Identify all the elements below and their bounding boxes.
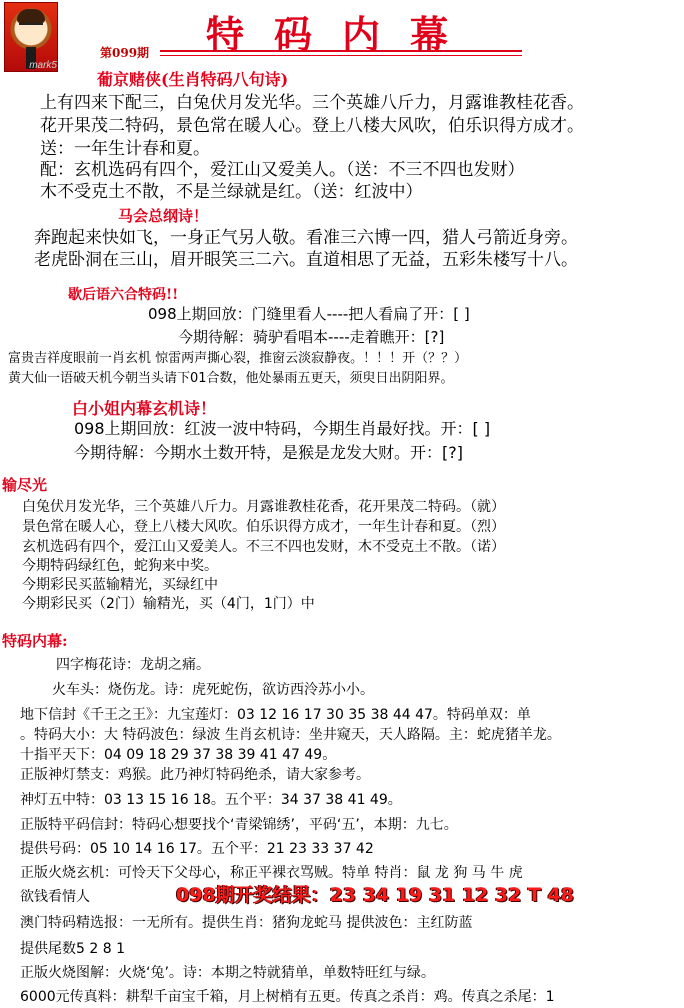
poem-line: 花开果茂二特码，景色常在暖人心。登上八楼大风吹，伯乐识得方成才。 bbox=[40, 116, 584, 136]
neimu-line: 神灯五中特：03 13 15 16 18。五个平：34 37 38 41 49。 bbox=[20, 792, 402, 808]
shujinguang-line: 今期彩民买（2门）输精光，买（4门，1门）中 bbox=[22, 596, 315, 612]
section-heading-xiehouyu: 歇后语六合特码!! bbox=[68, 287, 179, 303]
neimu-line: 地下信封《千王之王》：九宝莲灯：03 12 16 17 30 35 38 44 47。特码单双：单 bbox=[20, 707, 531, 723]
riddle-line: 黄大仙一语破天机今朝当头请下01合数，他处暴雨五更天，须臾日出阴阳界。 bbox=[8, 371, 454, 386]
riddle-last-issue: 098上期回放：门缝里看人----把人看扁了开：[ ] bbox=[148, 305, 470, 323]
title-underline-thin bbox=[160, 55, 522, 56]
page-title: 特码内幕 bbox=[206, 12, 479, 57]
avatar-glasses bbox=[19, 23, 43, 31]
poem-line: 上有四来下配三，白兔伏月发光华。三个英雄八斤力，月露谁教桂花香。 bbox=[40, 93, 584, 113]
baixiaojie-this-issue: 今期待解：今期水土数开特，是猴是龙发大财。开：[?] bbox=[74, 443, 463, 462]
avatar-portrait bbox=[4, 2, 58, 72]
neimu-line: 火车头：烧伤龙。诗：虎死蛇伤，欲访西泠苏小小。 bbox=[52, 682, 374, 698]
neimu-line: 正版火烧玄机：可怜天下父母心，称正平裸衣骂贼。特单 特肖：鼠 龙 狗 马 牛 虎 bbox=[20, 865, 523, 881]
riddle-line: 富贵吉祥度眼前一肖玄机 惊雷两声撕心裂，推窗云淡寂静夜。！！！开（？？） bbox=[8, 351, 468, 366]
section-heading-mahui: 马会总纲诗！ bbox=[118, 207, 209, 225]
shujinguang-line: 今期特码绿红色，蛇狗来中奖。 bbox=[22, 558, 218, 574]
shujinguang-line: 白兔伏月发光华，三个英雄八斤力。月露谁教桂花香，花开果茂二特码。（就） bbox=[22, 499, 505, 515]
neimu-line: 正版神灯禁支：鸡猴。此乃神灯特码绝杀，请大家参考。 bbox=[20, 767, 370, 783]
neimu-line: 正版火烧图解：火烧‘兔’。诗：本期之特就猜单，单数特旺红与绿。 bbox=[20, 965, 435, 981]
riddle-this-issue: 今期待解：骑驴看唱本----走着瞧开：[?] bbox=[178, 328, 445, 346]
neimu-line: 提供尾数5 2 8 1 bbox=[20, 941, 125, 957]
poem-line: 配：玄机选码有四个，爱江山又爱美人。（送：不三不四也发财） bbox=[40, 160, 525, 180]
avatar-watermark: mark5 bbox=[29, 60, 57, 71]
neimu-line: 。特码大小：大 特码波色：绿波 生肖玄机诗：坐井窥天，天人路隔。主：蛇虎猪羊龙。 bbox=[20, 727, 561, 743]
neimu-line: 提供号码：05 10 14 16 17。五个平：21 23 33 37 42 bbox=[20, 841, 374, 857]
neimu-line: 欲钱看情人 bbox=[20, 889, 90, 905]
issue-number: 第099期 bbox=[100, 46, 150, 60]
title-underline bbox=[160, 50, 522, 52]
poem-line: 奔跑起来快如飞，一身正气另人敬。看准三六博一四，猎人弓箭近身旁。 bbox=[34, 228, 578, 248]
neimu-line: 6000元传真料：耕犁千亩宝千箱，月上树梢有五更。传真之杀肖：鸡。传真之杀尾：1 bbox=[20, 989, 555, 1005]
neimu-line: 澳门特码精选报：一无所有。提供生肖：猪狗龙蛇马 提供波色：主红防蓝 bbox=[20, 915, 473, 931]
shujinguang-line: 玄机选码有四个，爱江山又爱美人。不三不四也发财，木不受克土不散。（诺） bbox=[22, 539, 505, 555]
poem-line: 老虎卧洞在三山，眉开眼笑三二六。直道相思了无益，五彩朱楼写十八。 bbox=[34, 250, 578, 270]
neimu-line: 四字梅花诗：龙胡之痛。 bbox=[56, 657, 210, 673]
neimu-line: 十指平天下：04 09 18 29 37 38 39 41 47 49。 bbox=[20, 747, 337, 763]
avatar-hair bbox=[17, 9, 45, 23]
section-heading-shujinguang: 输尽光 bbox=[2, 476, 48, 494]
section-heading-baixiaojie: 白小姐内幕玄机诗！ bbox=[72, 399, 217, 418]
poem-line: 送：一年生计春和夏。 bbox=[40, 139, 210, 159]
baixiaojie-last-issue: 098上期回放：红波一波中特码，今期生肖最好找。开：[ ] bbox=[74, 419, 491, 438]
shujinguang-line: 今期彩民买蓝输精光，买绿红中 bbox=[22, 577, 218, 593]
neimu-line: 正版特平码信封：特码心想要找个‘青梁锦绣’，平码‘五’，本期：九七。 bbox=[20, 817, 458, 833]
section-heading-temaneimu: 特码内幕: bbox=[2, 632, 68, 650]
poem-line: 木不受克土不散，不是兰绿就是红。（送：红波中） bbox=[40, 182, 423, 202]
section-heading-pujing: 葡京赌侠(生肖特码八句诗) bbox=[97, 70, 289, 89]
shujinguang-line: 景色常在暖人心，登上八楼大风吹。伯乐识得方成才，一年生计春和夏。（烈） bbox=[22, 519, 505, 535]
lottery-result-banner: 098期开奖结果：23 34 19 31 12 32 T 48 bbox=[176, 884, 575, 906]
